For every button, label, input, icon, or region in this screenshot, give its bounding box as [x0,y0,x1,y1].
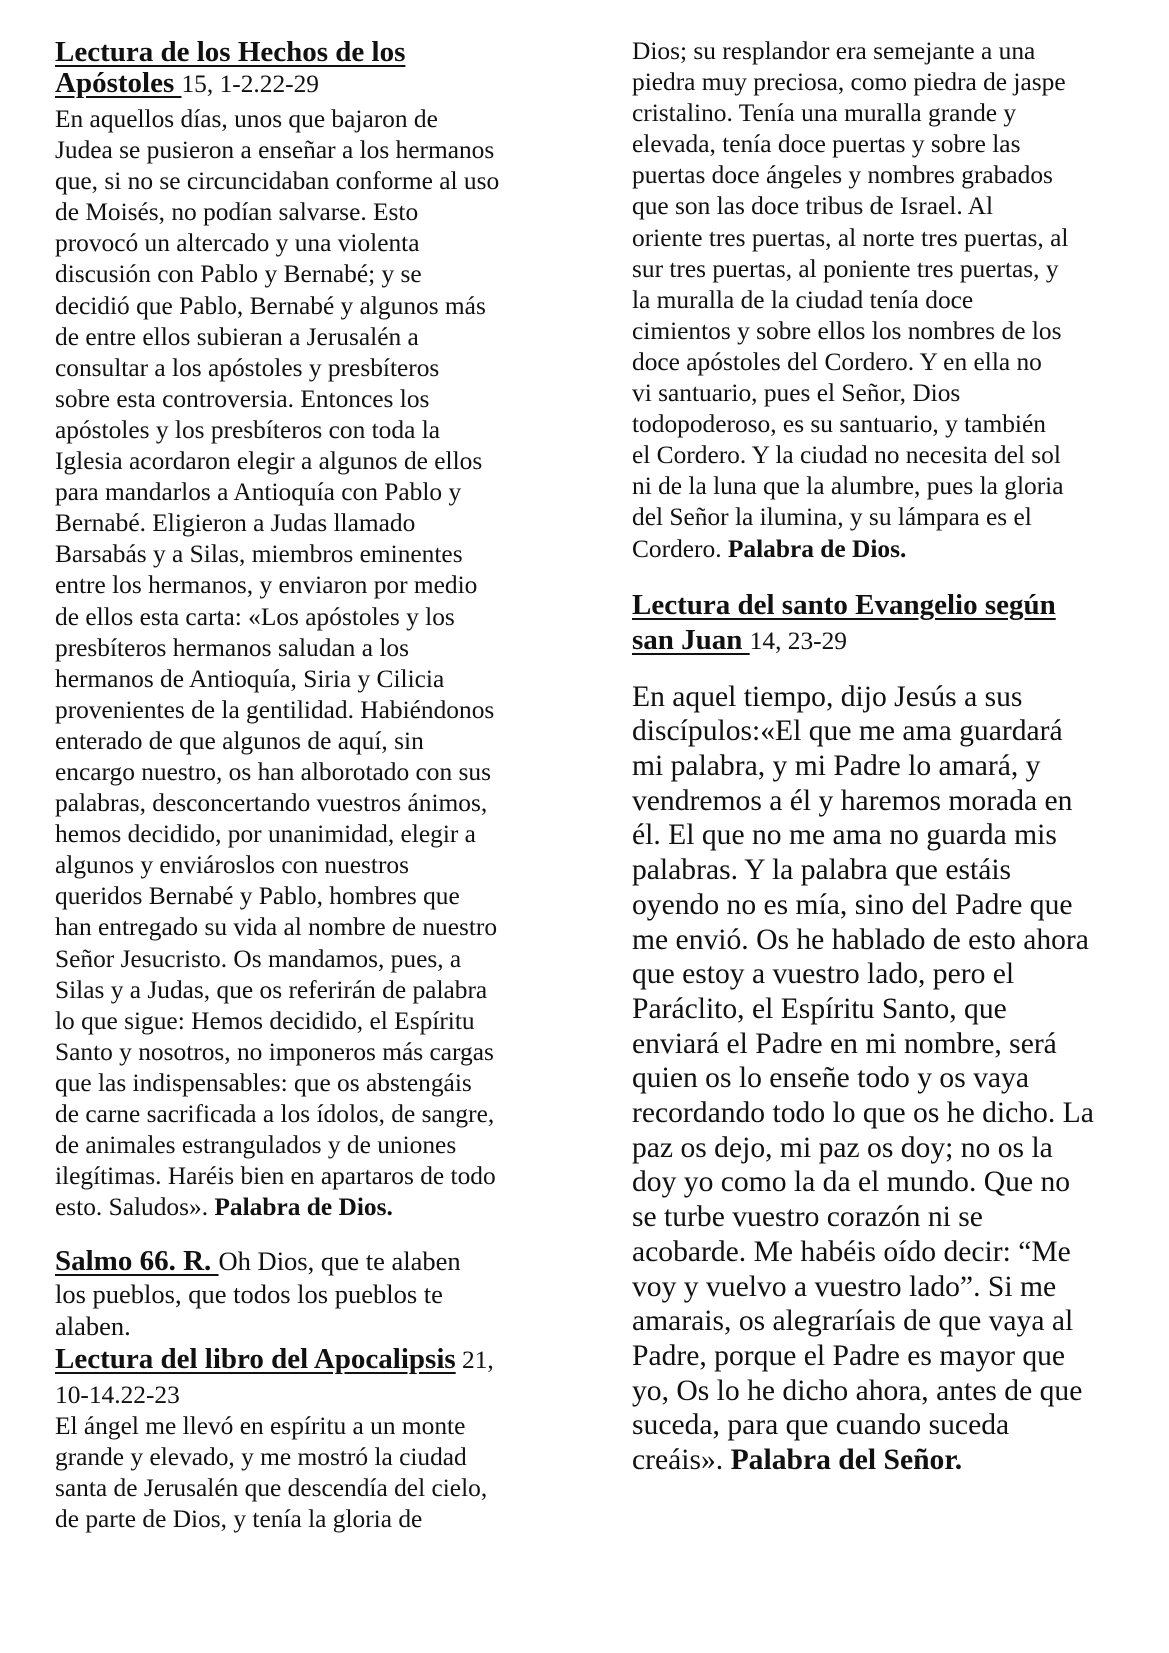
evangelio-text-line: Paráclito, el Espíritu Santo, que [632,992,1007,1025]
apocalipsis-text-line: cimientos y sobre ellos los nombres de los [632,316,1062,345]
evangelio-text-line: Padre, porque el Padre es mayor que [632,1339,1066,1372]
hechos-text-line: Bernabé. Eligieron a Judas llamado [55,509,416,538]
hechos-text-line: de ellos esta carta: «Los apóstoles y los [55,602,455,631]
hechos-text-line: que las indispensables: que os abstengáis [55,1068,472,1097]
hechos-text-line: hemos decidido, por unanimidad, elegir a [55,820,476,849]
evangelio-text-line: quien os lo enseñe todo y os vaya [632,1062,1029,1095]
evangelio-text-line: palabras. Y la palabra que estáis [632,854,1012,887]
hechos-title-line2-wrap [55,67,565,104]
hechos-title-line1: Lectura de los Hechos de los [55,36,406,68]
apocalipsis-text-line: piedra muy preciosa, como piedra de jaspe [632,68,1066,97]
evangelio-text-line: doy yo como la da el mundo. Que no [632,1166,1071,1199]
evangelio-text-line: se turbe vuestro corazón ni se [632,1201,983,1234]
apocalipsis-body-left [55,1411,565,1535]
evangelio-reference: 14, 23-29 [749,626,847,655]
evangelio-text-line: yo, Os lo he dicho ahora, antes de que [632,1374,1083,1407]
apocalipsis-text-line: de parte de Dios, y tenía la gloria de [55,1505,423,1534]
apocalipsis-text-line: El ángel me llevó en espíritu a un monte [55,1411,466,1440]
evangelio-text-line: oyendo no es mía, sino del Padre que [632,888,1073,921]
evangelio-text-line: vendremos a él y haremos morada en [632,784,1073,817]
reading-evangelio [632,589,1152,1478]
apocalipsis-text-line: Dios; su resplandor era semejante a una [632,37,1036,65]
apocalipsis-text-line: puertas doce ángeles y nombres grabados [632,161,1053,190]
hechos-text-line: Señor Jesucristo. Os mandamos, pues, a [55,944,462,973]
apocalipsis-text-line: el Cordero. Y la ciudad no necesita del sol [632,441,1061,470]
hechos-reference: 15, 1-2.22-29 [181,70,320,98]
evangelio-text-line: suceda, para que cuando suceda [632,1409,1010,1442]
hechos-text-line: discusión con Pablo y Bernabé; y se [55,260,422,289]
hechos-text-line: Silas y a Judas, que os referirán de palabra [55,975,488,1004]
reading-hechos [55,36,565,1223]
apocalipsis-text-line: la muralla de la ciudad tenía doce [632,285,974,314]
hechos-text-line: ilegítimas. Haréis bien en apartaros de todo [55,1162,496,1191]
evangelio-title-line2: san Juan [632,623,750,656]
hechos-text-line: Iglesia acordaron elegir a algunos de ellos [55,447,483,476]
evangelio-last-line-text: creáis». [632,1444,731,1477]
hechos-text-line: han entregado su vida al nombre de nuestro [55,913,498,942]
apocalipsis-reference-b: 10-14.22-23 [55,1380,180,1409]
apocalipsis-body-right [632,36,1152,534]
apocalipsis-text-line: elevada, tenía doce puertas y sobre las [632,130,1021,159]
hechos-text-line: decidió que Pablo, Bernabé y algunos más [55,291,486,320]
apocalipsis-text-line: doce apóstoles del Cordero. Y en ella no [632,347,1042,376]
evangelio-body [632,680,1152,1443]
apocalipsis-text-line: santa de Jerusalén que descendía del cielo, [55,1474,488,1503]
evangelio-text-line: voy y vuelvo a vuestro lado”. Si me [632,1270,1057,1303]
evangelio-text-line: paz os dejo, mi paz os doy; no os la [632,1131,1053,1164]
evangelio-text-line: mi palabra, y mi Padre lo amará, y [632,750,1041,782]
evangelio-text-line: que estoy a vuestro lado, pero el [632,958,1015,991]
hechos-text-line: que, si no se circuncidaban conforme al uso [55,167,500,196]
evangelio-text-line: enviará el Padre en mi nombre, será [632,1027,1057,1060]
evangelio-text-line: acobarde. Me habéis oído decir: “Me [632,1235,1071,1268]
hechos-text-line: provenientes de la gentilidad. Habiéndonos [55,695,495,724]
apocalipsis-text-line: sur tres puertas, al poniente tres puertas, y [632,254,1059,283]
hechos-text-line: entre los hermanos, y enviaron por medio [55,571,478,600]
hechos-text-line: apóstoles y los presbíteros con toda la [55,415,441,444]
hechos-body [55,104,565,1192]
hechos-text-line: de Moisés, no podían salvarse. Esto [55,198,419,227]
hechos-text-line: presbíteros hermanos saludan a los [55,633,409,662]
apocalipsis-text-line: del Señor la ilumina, y su lámpara es el [632,503,1032,532]
apocalipsis-last-line-text: Cordero. [632,534,728,563]
hechos-text-line: Santo y nosotros, no imponeros más cargas [55,1037,494,1066]
reading-apocalipsis [55,1343,565,1535]
evangelio-text-line: En aquel tiempo, dijo Jesús a sus [632,680,1023,713]
salmo [55,1245,565,1343]
hechos-closing: Palabra de Dios. [214,1193,393,1222]
hechos-text-line: de carne sacrificada a los ídolos, de sangre, [55,1100,495,1128]
hechos-text-line: queridos Bernabé y Pablo, hombres que [55,882,460,911]
apocalipsis-closing: Palabra de Dios. [727,534,907,563]
evangelio-text-line: él. El que no me ama no guarda mis [632,819,1057,852]
hechos-text-line: algunos y enviároslos con nuestros [55,851,410,880]
hechos-text-line: Judea se pusieron a enseñar a los hermanos [55,136,495,165]
apocalipsis-text-line: ni de la luna que la alumbre, pues la gloria [632,472,1064,501]
apocalipsis-text-line: oriente tres puertas, al norte tres puertas, al [632,223,1069,252]
right-column [632,36,1152,1478]
hechos-title-line2: Apóstoles [55,67,182,99]
hechos-text-line: encargo nuestro, os han alborotado con sus [55,757,492,786]
salmo-response-1: Oh Dios, que te alaben [218,1246,461,1277]
evangelio-last-line [632,1443,1152,1478]
evangelio-text-line: amarais, os alegraríais de que vaya al [632,1305,1074,1338]
evangelio-title-line1: Lectura del santo Evangelio según [632,588,1056,621]
evangelio-text-line: discípulos:«El que me ama guardará [632,715,1063,748]
evangelio-text-line: me envió. Os he hablado de esto ahora [632,923,1089,956]
apocalipsis-last-line [632,534,1152,565]
hechos-last-line [55,1192,565,1223]
evangelio-text-line: recordando todo lo que os he dicho. La [632,1097,1094,1130]
hechos-text-line: de entre ellos subieran a Jerusalén a [55,322,419,351]
apocalipsis-text-line: que son las doce tribus de Israel. Al [632,192,994,221]
left-column [55,30,565,1535]
hechos-text-line: provocó un altercado y una violenta [55,229,420,258]
salmo-line3: alaben. [55,1311,131,1342]
apocalipsis-title-wrap [55,1343,565,1380]
hechos-text-line: lo que sigue: Hemos decidido, el Espíritu [55,1006,475,1035]
salmo-line1 [55,1245,565,1278]
apocalipsis-text-line: grande y elevado, y me mostró la ciudad [55,1443,467,1472]
hechos-text-line: para mandarlos a Antioquía con Pablo y [55,478,462,507]
apocalipsis-text-line: vi santuario, pues el Señor, Dios [632,379,961,408]
evangelio-title-line2-wrap [632,624,1152,662]
hechos-text-line: En aquellos días, unos que bajaron de [55,105,438,133]
hechos-text-line: enterado de que algunos de aquí, sin [55,726,424,755]
apocalipsis-title: Lectura del libro del Apocalipsis [55,1342,456,1375]
hechos-text-line: hermanos de Antioquía, Siria y Cilicia [55,664,445,693]
salmo-title: Salmo 66. R. [55,1245,219,1278]
hechos-last-line-text: esto. Saludos». [55,1193,215,1222]
hechos-text-line: consultar a los apóstoles y presbíteros [55,353,440,382]
apocalipsis-text-line: cristalino. Tenía una muralla grande y [632,99,1017,128]
hechos-text-line: Barsabás y a Silas, miembros eminentes [55,540,463,569]
apocalipsis-continued [632,36,1152,565]
hechos-text-line: de animales estrangulados y de uniones [55,1131,457,1160]
apocalipsis-reference-a: 21, [455,1345,494,1374]
hechos-text-line: sobre esta controversia. Entonces los [55,384,430,413]
evangelio-closing: Palabra del Señor. [730,1444,963,1477]
hechos-text-line: palabras, desconcertando vuestros ánimos, [55,789,488,818]
salmo-line2: los pueblos, que todos los pueblos te [55,1278,443,1309]
apocalipsis-text-line: todopoderoso, es su santuario, y también [632,410,1046,439]
